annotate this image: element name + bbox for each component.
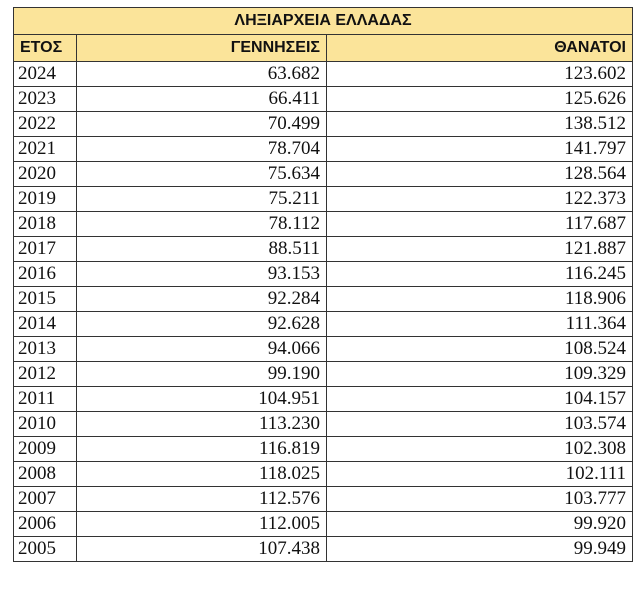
births-cell: 75.634	[77, 162, 327, 187]
table-row	[14, 287, 633, 312]
births-cell: 113.230	[77, 412, 327, 437]
header-year: ΕΤΟΣ	[14, 35, 77, 62]
deaths-cell: 116.245	[327, 262, 633, 287]
year-cell: 2014	[14, 312, 77, 337]
deaths-cell: 118.906	[327, 287, 633, 312]
deaths-cell: 117.687	[327, 212, 633, 237]
header-births: ΓΕΝΝΗΣΕΙΣ	[77, 35, 327, 62]
year-cell: 2010	[14, 412, 77, 437]
births-cell: 112.005	[77, 512, 327, 537]
table-row	[14, 187, 633, 212]
year-cell: 2005	[14, 537, 77, 562]
year-cell: 2008	[14, 462, 77, 487]
header-row	[14, 35, 633, 62]
births-cell: 66.411	[77, 87, 327, 112]
deaths-cell: 102.111	[327, 462, 633, 487]
year-cell: 2021	[14, 137, 77, 162]
births-cell: 88.511	[77, 237, 327, 262]
year-cell: 2006	[14, 512, 77, 537]
births-cell: 70.499	[77, 112, 327, 137]
deaths-cell: 141.797	[327, 137, 633, 162]
deaths-cell: 103.574	[327, 412, 633, 437]
year-cell: 2023	[14, 87, 77, 112]
registry-table	[13, 7, 633, 562]
year-cell: 2022	[14, 112, 77, 137]
table-row	[14, 512, 633, 537]
table-title: ΛΗΞΙΑΡΧΕΙΑ ΕΛΛΑΔΑΣ	[14, 8, 633, 35]
deaths-cell: 108.524	[327, 337, 633, 362]
deaths-cell: 138.512	[327, 112, 633, 137]
deaths-cell: 104.157	[327, 387, 633, 412]
deaths-cell: 99.920	[327, 512, 633, 537]
table-body	[14, 62, 633, 562]
table-row	[14, 387, 633, 412]
year-cell: 2015	[14, 287, 77, 312]
table-row	[14, 537, 633, 562]
table-row	[14, 262, 633, 287]
table-row	[14, 212, 633, 237]
births-cell: 107.438	[77, 537, 327, 562]
births-cell: 63.682	[77, 62, 327, 87]
table-row	[14, 87, 633, 112]
births-cell: 78.112	[77, 212, 327, 237]
year-cell: 2013	[14, 337, 77, 362]
table-row	[14, 337, 633, 362]
year-cell: 2009	[14, 437, 77, 462]
table-row	[14, 462, 633, 487]
deaths-cell: 121.887	[327, 237, 633, 262]
deaths-cell: 102.308	[327, 437, 633, 462]
year-cell: 2016	[14, 262, 77, 287]
deaths-cell: 109.329	[327, 362, 633, 387]
registry-table-container	[13, 7, 633, 562]
births-cell: 112.576	[77, 487, 327, 512]
deaths-cell: 103.777	[327, 487, 633, 512]
table-row	[14, 362, 633, 387]
year-cell: 2020	[14, 162, 77, 187]
year-cell: 2019	[14, 187, 77, 212]
table-row	[14, 437, 633, 462]
year-cell: 2018	[14, 212, 77, 237]
year-cell: 2012	[14, 362, 77, 387]
year-cell: 2024	[14, 62, 77, 87]
table-row	[14, 112, 633, 137]
births-cell: 93.153	[77, 262, 327, 287]
births-cell: 92.628	[77, 312, 327, 337]
year-cell: 2011	[14, 387, 77, 412]
table-row	[14, 487, 633, 512]
deaths-cell: 99.949	[327, 537, 633, 562]
title-row	[14, 8, 633, 35]
table-row	[14, 62, 633, 87]
year-cell: 2007	[14, 487, 77, 512]
table-row	[14, 237, 633, 262]
deaths-cell: 122.373	[327, 187, 633, 212]
births-cell: 94.066	[77, 337, 327, 362]
table-row	[14, 412, 633, 437]
deaths-cell: 125.626	[327, 87, 633, 112]
table-row	[14, 137, 633, 162]
year-cell: 2017	[14, 237, 77, 262]
deaths-cell: 111.364	[327, 312, 633, 337]
births-cell: 99.190	[77, 362, 327, 387]
births-cell: 75.211	[77, 187, 327, 212]
deaths-cell: 123.602	[327, 62, 633, 87]
births-cell: 104.951	[77, 387, 327, 412]
births-cell: 118.025	[77, 462, 327, 487]
births-cell: 92.284	[77, 287, 327, 312]
table-row	[14, 162, 633, 187]
deaths-cell: 128.564	[327, 162, 633, 187]
header-deaths: ΘΑΝΑΤΟΙ	[327, 35, 633, 62]
births-cell: 116.819	[77, 437, 327, 462]
table-row	[14, 312, 633, 337]
births-cell: 78.704	[77, 137, 327, 162]
